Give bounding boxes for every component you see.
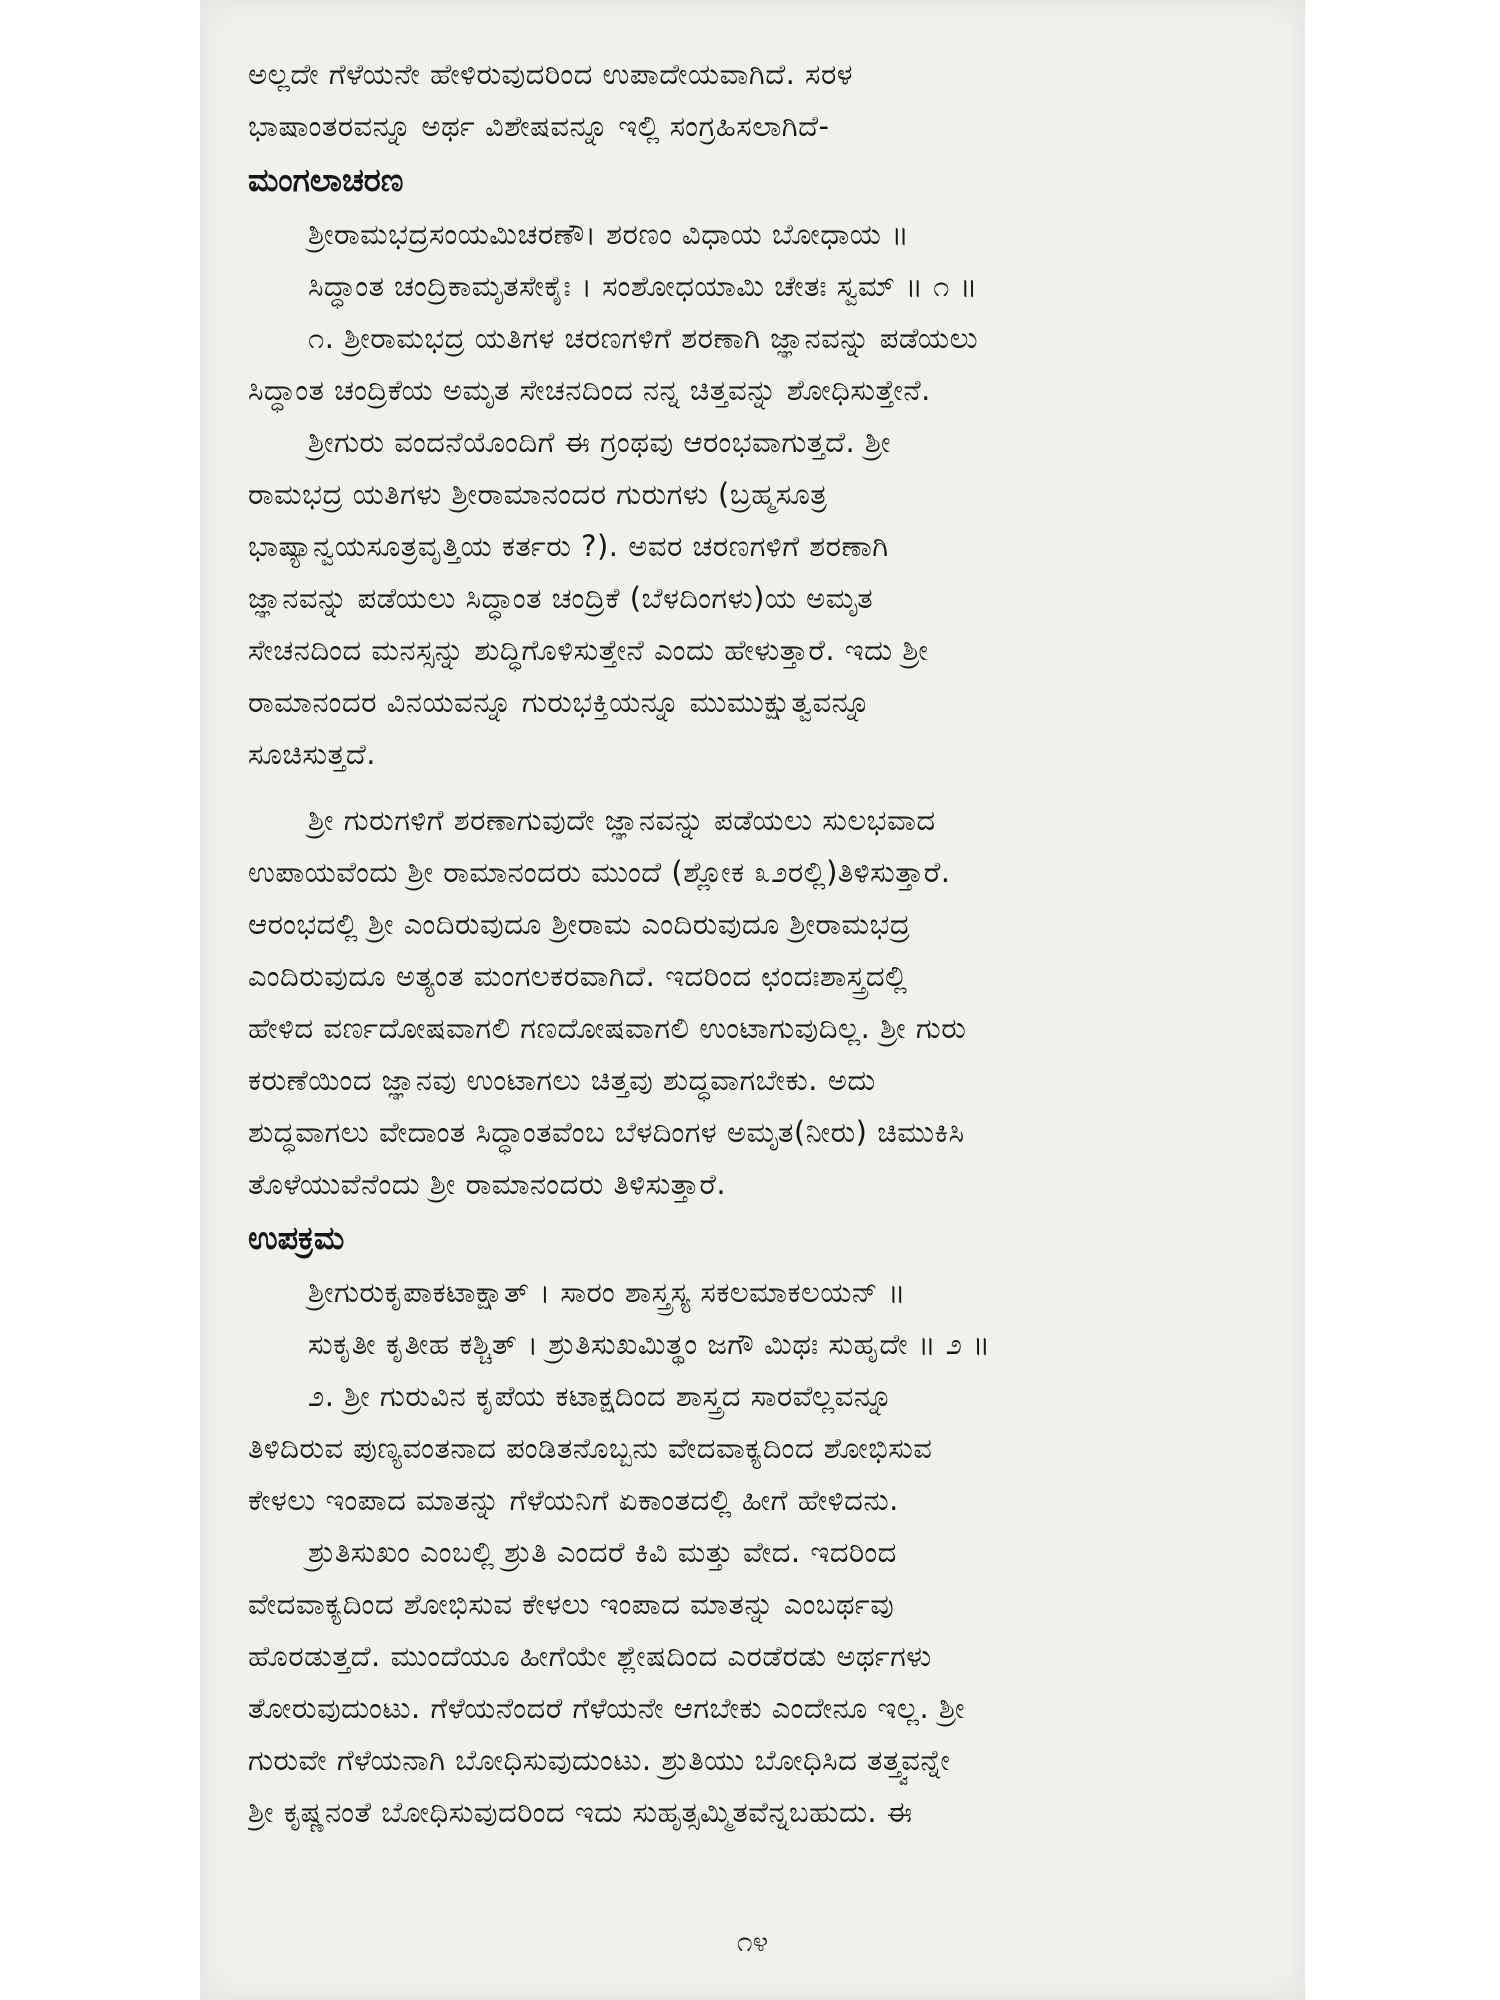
text-line: ವೇದವಾಕ್ಯದಿಂದ ಶೋಭಿಸುವ ಕೇಳಲು ಇಂಪಾದ ಮಾತನ್ನು ಎಂಬರ್ಥವು — [248, 1587, 895, 1621]
verse-line: ಸಿದ್ಧಾಂತ ಚಂದ್ರಿಕಾಮೃತಸೇಕೈಃ । ಸಂಶೋಧಯಾಮಿ ಚೇತಃ ಸ್ವಮ್ ॥ ೧ ॥ — [308, 269, 978, 303]
text-line: ೨. ಶ್ರೀ ಗುರುವಿನ ಕೃಪೆಯ ಕಟಾಕ್ಷದಿಂದ ಶಾಸ್ತ್ರದ ಸಾರವೆಲ್ಲವನ್ನೂ — [308, 1379, 893, 1413]
text-line: ಅಲ್ಲದೇ ಗೆಳೆಯನೇ ಹೇಳಿರುವುದರಿಂದ ಉಪಾದೇಯವಾಗಿದೆ. ಸರಳ — [248, 57, 854, 91]
paragraph — [248, 1370, 1258, 1526]
section-heading: ಮಂಗಲಾಚರಣ — [248, 161, 404, 199]
text-line: ಕರುಣೆಯಿಂದ ಜ್ಞಾನವು ಉಂಟಾಗಲು ಚಿತ್ತವು ಶುದ್ಧವಾಗಬೇಕು. ಅದು — [248, 1063, 876, 1097]
text-line: ಹೊರಡುತ್ತದೆ. ಮುಂದೆಯೂ ಹೀಗೆಯೇ ಶ್ಲೇಷದಿಂದ ಎರಡೆರಡು ಅರ್ಥಗಳು — [248, 1639, 932, 1673]
text-line: ಜ್ಞಾನವನ್ನು ಪಡೆಯಲು ಸಿದ್ಧಾಂತ ಚಂದ್ರಿಕೆ (ಬೆಳದಿಂಗಳು)ಯ ಅಮೃತ — [248, 581, 874, 615]
section-heading: ಉಪಕ್ರಮ — [248, 1219, 345, 1257]
text-line: ಶ್ರೀ ಕೃಷ್ಣನಂತೆ ಬೋಧಿಸುವುದರಿಂದ ಇದು ಸುಹೃತ್ಸಮ್ಮಿತವೆನ್ನಬಹುದು. ಈ — [248, 1795, 913, 1829]
paragraph — [248, 48, 1258, 152]
text-line: ಭಾಷಾಂತರವನ್ನೂ ಅರ್ಥ ವಿಶೇಷವನ್ನೂ ಇಲ್ಲಿ ಸಂಗ್ರಹಿಸಲಾಗಿದೆ- — [248, 109, 830, 143]
text-line: ೧. ಶ್ರೀರಾಮಭದ್ರ ಯತಿಗಳ ಚರಣಗಳಿಗೆ ಶರಣಾಗಿ ಜ್ಞಾನವನ್ನು ಪಡೆಯಲು — [308, 321, 979, 355]
page-text — [248, 48, 1258, 1838]
spacer — [248, 780, 1258, 794]
verse-line: ಸುಕೃತೀ ಕೃತೀಹ ಕಶ್ಚಿತ್ । ಶ್ರುತಿಸುಖಮಿತ್ಥಂ ಜಗೌ ಮಿಥಃ ಸುಹೃದೇ ॥ ೨ ॥ — [308, 1327, 991, 1361]
book-page — [200, 0, 1305, 2000]
text-line: ಎಂದಿರುವುದೂ ಅತ್ಯಂತ ಮಂಗಲಕರವಾಗಿದೆ. ಇದರಿಂದ ಛಂದಃಶಾಸ್ತ್ರದಲ್ಲಿ — [248, 959, 908, 993]
text-line: ಶ್ರುತಿಸುಖಂ ಎಂಬಲ್ಲಿ ಶ್ರುತಿ ಎಂದರೆ ಕಿವಿ ಮತ್ತು ವೇದ. ಇದರಿಂದ — [308, 1535, 897, 1569]
paragraph — [248, 794, 1258, 1210]
text-line: ಸೂಚಿಸುತ್ತದೆ. — [248, 737, 376, 771]
text-line: ಗುರುವೇ ಗೆಳೆಯನಾಗಿ ಬೋಧಿಸುವುದುಂಟು. ಶ್ರುತಿಯು ಬೋಧಿಸಿದ ತತ್ತ್ವವನ್ನೇ — [248, 1743, 951, 1777]
text-line: ಭಾಷ್ಯಾನ್ವಯಸೂತ್ರವೃತ್ತಿಯ ಕರ್ತರು ?). ಅವರ ಚರಣಗಳಿಗೆ ಶರಣಾಗಿ — [248, 529, 889, 563]
text-line: ಸೇಚನದಿಂದ ಮನಸ್ಸನ್ನು ಶುದ್ಧಿಗೊಳಿಸುತ್ತೇನೆ ಎಂದು ಹೇಳುತ್ತಾರೆ. ಇದು ಶ್ರೀ — [248, 633, 929, 667]
paragraph — [248, 416, 1258, 780]
text-line: ತೋರುವುದುಂಟು. ಗೆಳೆಯನೆಂದರೆ ಗೆಳೆಯನೇ ಆಗಬೇಕು ಎಂದೇನೂ ಇಲ್ಲ. ಶ್ರೀ — [248, 1691, 965, 1725]
text-line: ತಿಳಿದಿರುವ ಪುಣ್ಯವಂತನಾದ ಪಂಡಿತನೊಬ್ಬನು ವೇದವಾಕ್ಯದಿಂದ ಶೋಭಿಸುವ — [248, 1431, 933, 1465]
text-line: ಶ್ರೀಗುರು ವಂದನೆಯೊಂದಿಗೆ ಈ ಗ್ರಂಥವು ಆರಂಭವಾಗುತ್ತದೆ. ಶ್ರೀ — [308, 425, 891, 459]
paragraph — [248, 312, 1258, 416]
text-line: ತೊಳೆಯುವೆನೆಂದು ಶ್ರೀ ರಾಮಾನಂದರು ತಿಳಿಸುತ್ತಾರೆ. — [248, 1167, 727, 1201]
verse — [248, 208, 1258, 312]
verse — [248, 1266, 1258, 1370]
text-line: ಕೇಳಲು ಇಂಪಾದ ಮಾತನ್ನು ಗೆಳೆಯನಿಗೆ ಏಕಾಂತದಲ್ಲಿ ಹೀಗೆ ಹೇಳಿದನು. — [248, 1483, 899, 1517]
text-line: ರಾಮಭದ್ರ ಯತಿಗಳು ಶ್ರೀರಾಮಾನಂದರ ಗುರುಗಳು (ಬ್ರಹ್ಮಸೂತ್ರ — [248, 477, 828, 511]
text-line: ಶುದ್ಧವಾಗಲು ವೇದಾಂತ ಸಿದ್ಧಾಂತವೆಂಬ ಬೆಳದಿಂಗಳ ಅಮೃತ(ನೀರು) ಚಿಮುಕಿಸಿ — [248, 1115, 965, 1149]
text-line: ರಾಮಾನಂದರ ವಿನಯವನ್ನೂ ಗುರುಭಕ್ತಿಯನ್ನೂ ಮುಮುಕ್ಷುತ್ವವನ್ನೂ — [248, 685, 871, 719]
page-number: ೧೪ — [736, 1925, 769, 1958]
text-line: ಶ್ರೀ ಗುರುಗಳಿಗೆ ಶರಣಾಗುವುದೇ ಜ್ಞಾನವನ್ನು ಪಡೆಯಲು ಸುಲಭವಾದ — [308, 803, 936, 837]
verse-line: ಶ್ರೀಗುರುಕೃಪಾಕಟಾಕ್ಷಾತ್ । ಸಾರಂ ಶಾಸ್ತ್ರಸ್ಯ ಸಕಲಮಾಕಲಯನ್ ॥ — [308, 1275, 906, 1309]
paragraph — [248, 1526, 1258, 1838]
text-line: ಹೇಳಿದ ವರ್ಣದೋಷವಾಗಲಿ ಗಣದೋಷವಾಗಲಿ ಉಂಟಾಗುವುದಿಲ್ಲ. ಶ್ರೀ ಗುರು — [248, 1011, 967, 1045]
text-line: ಸಿದ್ಧಾಂತ ಚಂದ್ರಿಕೆಯ ಅಮೃತ ಸೇಚನದಿಂದ ನನ್ನ ಚಿತ್ತವನ್ನು ಶೋಧಿಸುತ್ತೇನೆ. — [248, 373, 931, 407]
text-line: ಆರಂಭದಲ್ಲಿ ಶ್ರೀ ಎಂದಿರುವುದೂ ಶ್ರೀರಾಮ ಎಂದಿರುವುದೂ ಶ್ರೀರಾಮಭದ್ರ — [248, 907, 911, 941]
verse-line: ಶ್ರೀರಾಮಭದ್ರಸಂಯಮಿಚರಣೌ। ಶರಣಂ ವಿಧಾಯ ಬೋಧಾಯ ॥ — [308, 217, 910, 251]
text-line: ಉಪಾಯವೆಂದು ಶ್ರೀ ರಾಮಾನಂದರು ಮುಂದೆ (ಶ್ಲೋಕ ೩೨ರಲ್ಲಿ)ತಿಳಿಸುತ್ತಾರೆ. — [248, 855, 951, 889]
